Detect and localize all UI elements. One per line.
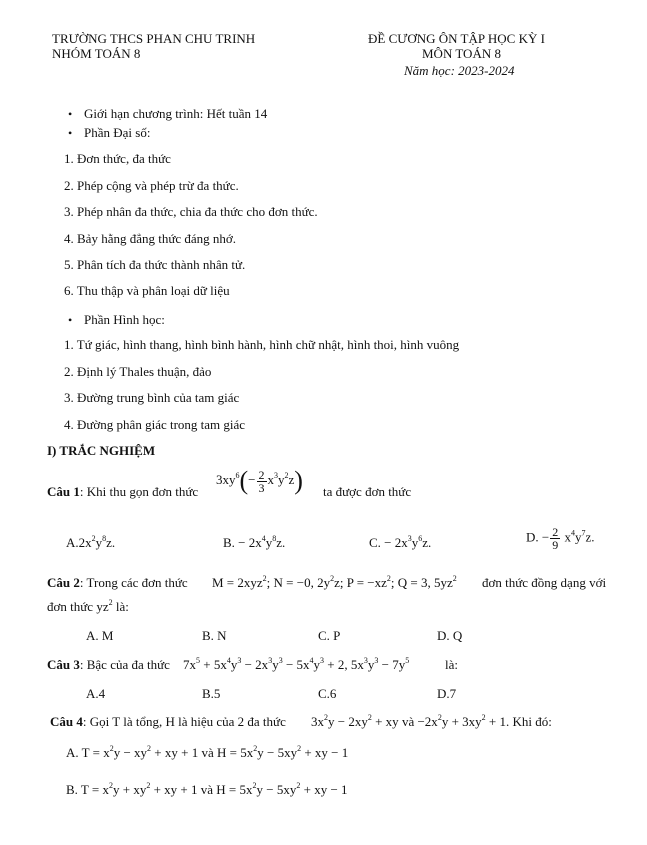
algebra-item: 1. Đơn thức, đa thức [64, 151, 171, 166]
q2-line2: đơn thức $yz^2$ là: [47, 598, 129, 614]
question-4: Câu 4: Gọi T là tổng, H là hiệu của 2 đa thức [50, 714, 286, 729]
geometry-item: 2. Định lý Thales thuận, đảo [64, 364, 212, 379]
geometry-item: 3. Đường trung bình của tam giác [64, 390, 240, 405]
q3-option-c: C.6 [318, 686, 337, 701]
q2-option-d: D. Q [437, 628, 463, 643]
q4-option-b: B. $T = x^2y + xy^2$ + xy + 1 và $H = 5x^2y - 5xy^2$ + xy − 1 [66, 781, 348, 797]
q1-option-c: C. − $2x^3y^6z$. [369, 534, 432, 550]
q2-expression: M = 2xyz$^2$; N = −0, $2y^2z$; $P = -xz^2$; Q = 3, $5yz^2$ [212, 574, 457, 590]
algebra-item: 3. Phép nhân đa thức, chia đa thức cho đơn thức. [64, 204, 318, 219]
q2-option-a: A. M [86, 628, 114, 643]
algebra-item: 5. Phân tích đa thức thành nhân tử. [64, 257, 246, 272]
algebra-item: 4. Bảy hằng đẳng thức đáng nhớ. [64, 231, 237, 246]
q1-option-b: B. − $2x^4y^8z$. [223, 534, 286, 550]
school-year: Năm học: 2023-2024 [404, 63, 515, 78]
q4-expression: $3x^2y - 2xy^2$ + xy và $-2x^2y + 3xy^2 + 1$. Khi đó: [311, 713, 552, 729]
q3-expression: $7x^5 + 5x^4y^3 - 2x^3y^3 - 5x^4y^3 + 2$, $5x^3y^3 - 7y^5$ [183, 656, 410, 672]
q3-option-d: D.7 [437, 686, 457, 701]
geometry-item: 4. Đường phân giác trong tam giác [64, 417, 246, 432]
question-2: Câu 2: Trong các đơn thức [47, 575, 188, 590]
question-label: Câu 4 [50, 714, 83, 729]
school-name: TRƯỜNG THCS PHAN CHU TRINH [52, 31, 256, 46]
question-label: Câu 3 [47, 657, 80, 672]
q2-suffix: đơn thức đồng dạng với [482, 575, 607, 590]
scope-limit: • Giới hạn chương trình: Hết tuần 14 [84, 106, 267, 122]
question-label: Câu 1 [47, 484, 80, 499]
question-1: Câu 1: Khi thu gọn đơn thức [47, 484, 199, 499]
q1-option-d: D. − $\frac{2}{9}$ $x^4y^7z$. [526, 525, 595, 552]
q4-option-a: A. $T = x^2y - xy^2$ + xy + 1 và $H = 5x^2y - 5xy^2$ + xy − 1 [66, 744, 349, 760]
algebra-heading: • Phần Đại số: [84, 125, 150, 141]
section-title: I) TRẮC NGHIỆM [47, 443, 156, 458]
algebra-item: 6. Thu thập và phân loại dữ liệu [64, 283, 230, 298]
q3-suffix: là: [445, 657, 458, 672]
question-3: Câu 3: Bậc của đa thức [47, 657, 170, 672]
geometry-item: 1. Tứ giác, hình thang, hình bình hành, hình chữ nhật, hình thoi, hình vuông [64, 337, 460, 352]
q1-expression: $3xy^6(-$ $\frac{2}{3}$ $x^3y^2z$) [216, 466, 303, 495]
q2-option-c: C. P [318, 628, 341, 643]
doc-subject: MÔN TOÁN 8 [422, 46, 501, 61]
q1-option-a: $A.2x^2y^8z$. [66, 534, 116, 550]
question-label: Câu 2 [47, 575, 80, 590]
q3-option-a: A.4 [86, 686, 106, 701]
q1-suffix: ta được đơn thức [323, 484, 412, 499]
geometry-heading: • Phần Hình học: [84, 312, 165, 328]
doc-title: ĐỀ CƯƠNG ÔN TẬP HỌC KỲ I [368, 31, 545, 46]
algebra-item: 2. Phép cộng và phép trừ đa thức. [64, 178, 239, 193]
group-name: NHÓM TOÁN 8 [52, 46, 141, 61]
q3-option-b: B.5 [202, 686, 221, 701]
q2-option-b: B. N [202, 628, 227, 643]
